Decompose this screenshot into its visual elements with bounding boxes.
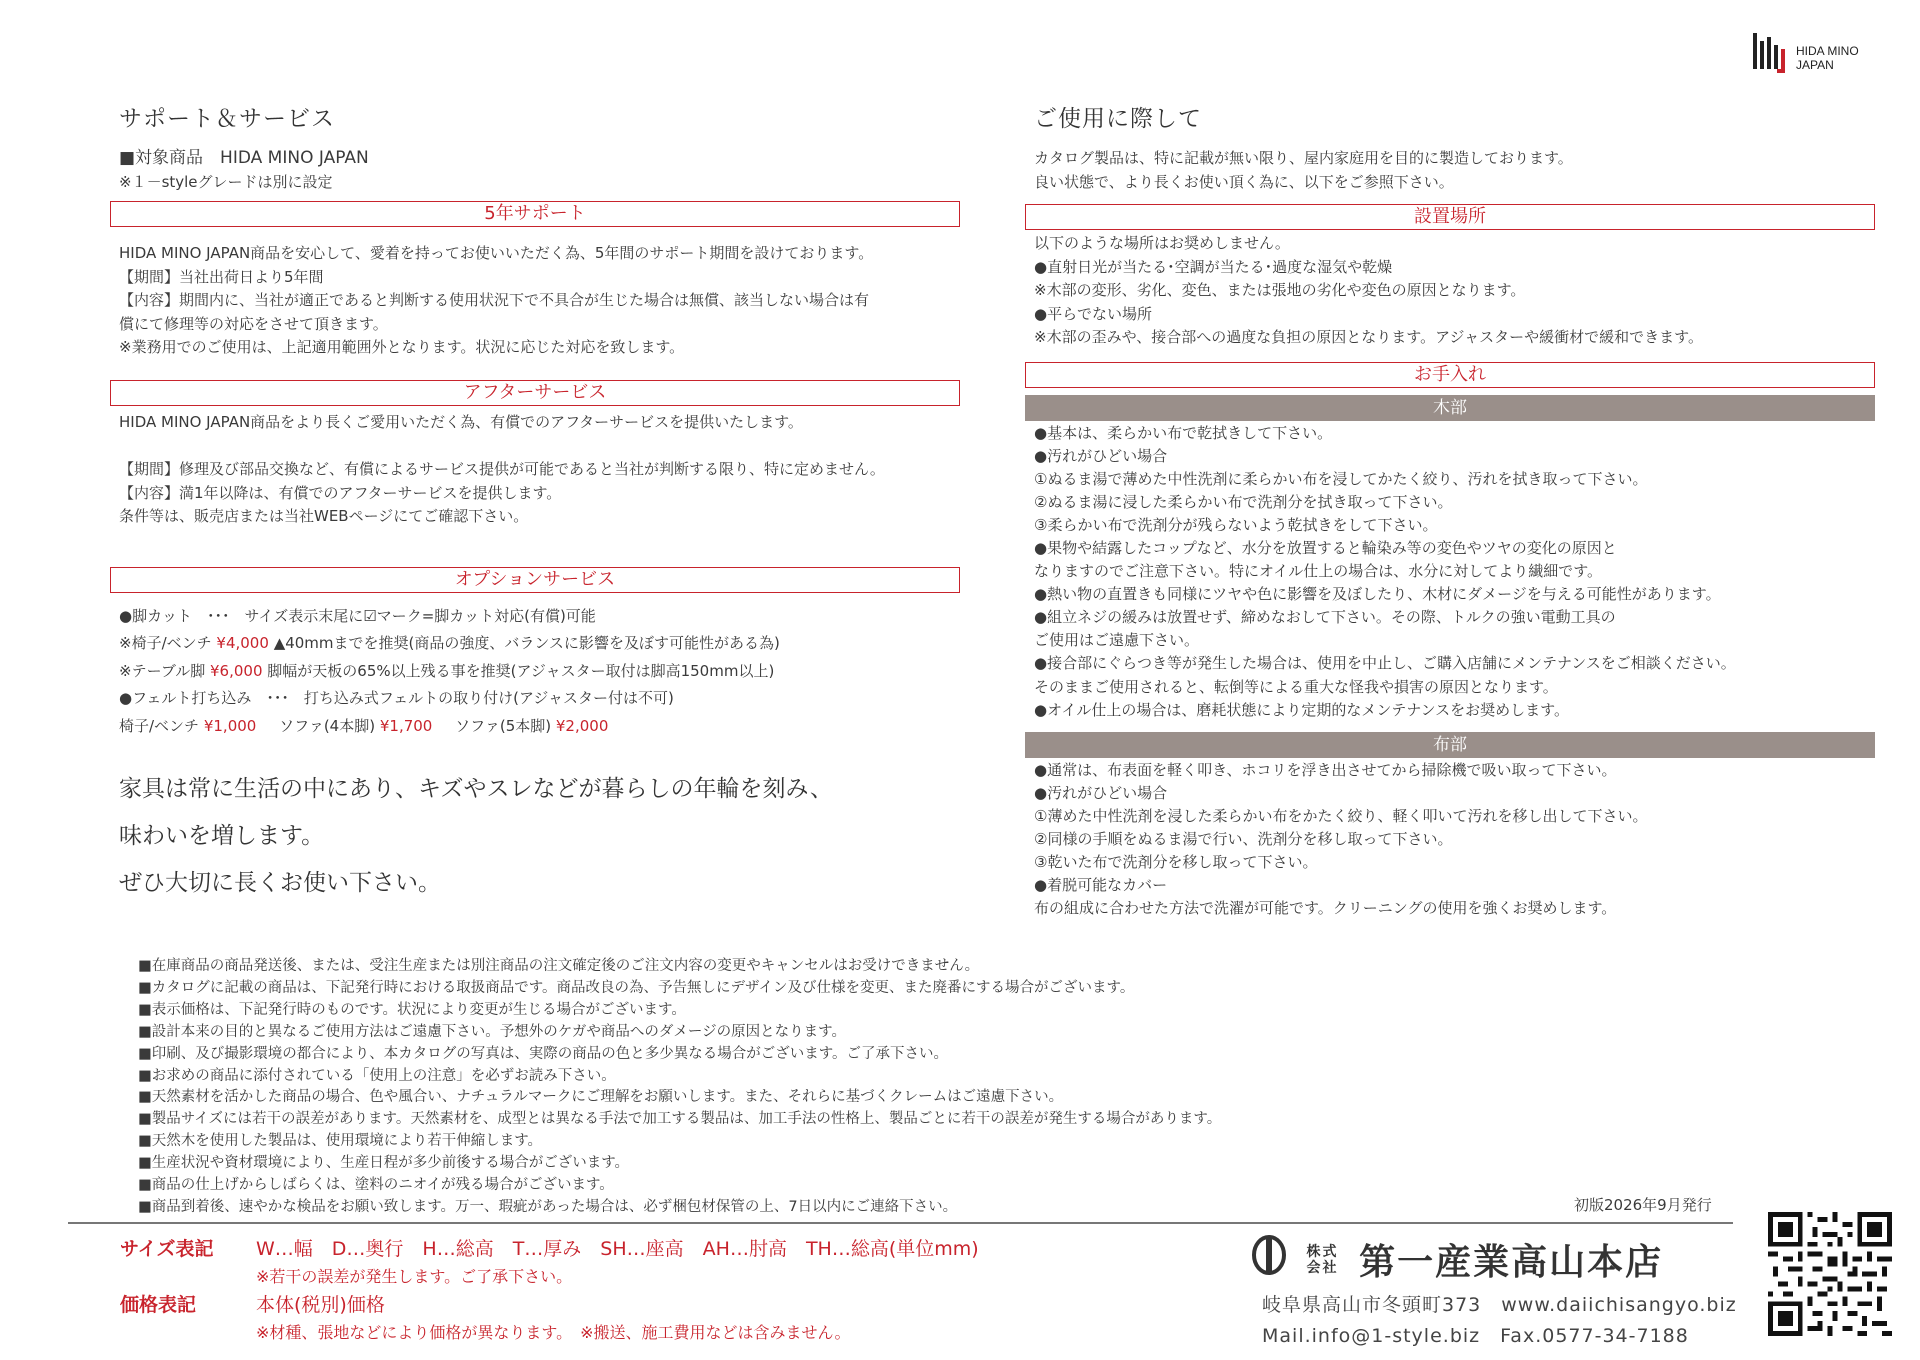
support-line: ※業務用でのご使用は、上記適用範囲外となります。状況に応じた対応を致します。 — [119, 338, 685, 356]
company-contact — [1262, 1290, 1737, 1352]
fabric-care-body — [1025, 759, 1875, 921]
fabric-line: ●汚れがひどい場合 — [1034, 783, 1168, 802]
placement-line: 以下のような場所はお奨めしません。 — [1034, 234, 1290, 252]
wood-line: ご使用はご遠慮下さい。 — [1034, 631, 1200, 650]
five-year-support-body — [110, 242, 960, 360]
message-line: 味わいを増します。 — [119, 823, 325, 849]
support-title: サポート＆サービス — [119, 106, 335, 132]
note-line: ■商品到着後、速やかな検品をお願い致します。万一、瑕疵があった場合は、必ず梱包材保管の上、7日以内にご連絡下さい。 — [138, 1198, 958, 1215]
price-notation-label — [120, 1290, 196, 1317]
felt-sofa5-price: ¥2,000 — [555, 716, 609, 735]
placement-heading: 設置場所 — [1025, 204, 1875, 230]
chair-leg-cut-line — [119, 630, 960, 658]
note-line: ■製品サイズには若干の誤差があります。天然素材を、成型とは異なる手法で加工する製品は、加工手法の性格上、製品ごとに若干の誤差が発生する場合があります。 — [138, 1111, 1222, 1128]
chair-note: ▲40mmまでを推奨(商品の強度、バランスに影響を及ぼす可能性がある為) — [273, 634, 780, 652]
option-service-heading: オプションサービス — [110, 567, 960, 593]
size-note: ※若干の誤差が発生します。ご了承下さい。 — [256, 1267, 573, 1286]
placement-line: ●直射日光が当たる･空調が当たる･過度な湿気や乾燥 — [1034, 257, 1393, 276]
support-line: 償にて修理等の対応をさせて頂きます。 — [119, 314, 388, 333]
price-note: ※材種、張地などにより価格が異なります。 ※搬送、施工費用などは含みません。 — [256, 1323, 851, 1342]
usage-intro — [1025, 147, 1875, 194]
table-note: 脚幅が天板の65%以上残る事を推奨(アジャスター取付は脚高150mm以上) — [267, 661, 775, 680]
message-line: 家具は常に生活の中にあり、キズやスレなどが暮らしの年輪を刻み、 — [119, 776, 833, 802]
size-notation — [256, 1234, 979, 1287]
company-type-1: 株式 — [1306, 1243, 1339, 1260]
fabric-line: ②同様の手順をぬるま湯で行い、洗剤分を移し取って下さい。 — [1034, 830, 1453, 848]
fabric-line: ③乾いた布で洗剤分を移し取って下さい。 — [1034, 853, 1318, 872]
note-line: ■天然木を使用した製品は、使用環境により若干伸縮します。 — [138, 1133, 543, 1150]
fabric-line: ●通常は、布表面を軽く叩き、ホコリを浮き出させてから掃除機で吸い取って下さい。 — [1034, 760, 1617, 779]
note-line: ■表示価格は、下記発行時のものです。状況により変更が生じる場合がございます。 — [138, 1001, 686, 1018]
brand-line-1: HIDA MINO — [1796, 44, 1859, 58]
felt-sofa4-label: ソファ(4本脚) — [279, 716, 376, 735]
care-message — [110, 766, 960, 907]
fabric-line: 布の組成に合わせた方法で洗濯が可能です。クリーニングの使用を強くお奨めします。 — [1034, 899, 1617, 918]
qr-code-icon — [1768, 1212, 1892, 1336]
brand-text — [1796, 44, 1859, 72]
after-service-heading: アフターサービス — [110, 380, 960, 406]
wood-line: ●熱い物の直置きも同様にツヤや色に影響を及ぼしたり、木材にダメージを与える可能性があります。 — [1034, 585, 1721, 604]
fabric-line: ●着脱可能なカバー — [1034, 876, 1168, 895]
company-name-block — [1252, 1234, 1663, 1285]
chair-label: ※椅子/ベンチ — [119, 634, 212, 652]
after-line: 条件等は、販売店または当社WEBページにてご確認下さい。 — [119, 507, 529, 525]
note-line: ■商品の仕上げからしばらくは、塗料のニオイが残る場合がございます。 — [138, 1177, 614, 1194]
usage-column — [1025, 100, 1875, 920]
intro-line: 良い状態で、より長くお使い頂く為に、以下をご参照下さい。 — [1034, 172, 1454, 191]
size-notation-label — [120, 1234, 213, 1261]
wood-line: なりますのでご注意下さい。特にオイル仕上の場合は、水分に対してより繊細です。 — [1034, 562, 1603, 581]
company-type — [1307, 1244, 1339, 1276]
leg-cut-line: ●脚カット ･･･ サイズ表示末尾に☑マーク=脚カット対応(有償)可能 — [119, 606, 596, 625]
company-mail-fax: Mail.info@1-style.biz Fax.0577-34-7188 — [1262, 1325, 1689, 1347]
placement-line: ●平らでない場所 — [1034, 304, 1152, 323]
note-line: ■生産状況や資材環境により、生産日程が多少前後する場合がございます。 — [138, 1155, 630, 1172]
note-line: ■在庫商品の商品発送後、または、受注生産または別注商品の注文確定後のご注文内容の変更やキャンセルはお受けできません。 — [138, 958, 980, 974]
after-line: 【期間】修理及び部品交換など、有償によるサービス提供が可能であると当社が判断する限り、特に定めません。 — [119, 460, 885, 478]
note-line: ■カタログに記載の商品は、下記発行時における取扱商品です。商品改良の為、予告無しにデザイン及び仕様を変更、また廃番にする場合がございます。 — [138, 979, 1135, 996]
edition-date: 初版2026年9月発行 — [1574, 1196, 1712, 1214]
wood-line: ●接合部にぐらつき等が発生した場合は、使用を中止し、ご購入店舗にメンテナンスをご相談ください。 — [1034, 654, 1736, 673]
table-leg-cut-line — [119, 658, 960, 686]
note-line: ■お求めの商品に添付されている「使用上の注意」を必ずお読み下さい。 — [138, 1067, 616, 1084]
wood-heading: 木部 — [1025, 395, 1875, 421]
felt-sofa4-price: ¥1,700 — [379, 716, 433, 735]
felt-sofa5-label: ソファ(5本脚) — [455, 716, 552, 735]
price-label: 価格表記 — [120, 1294, 197, 1316]
care-heading: お手入れ — [1025, 362, 1875, 388]
company-logo-icon — [1252, 1235, 1286, 1284]
wood-line: ●オイル仕上の場合は、磨耗状態により定期的なメンテナンスをお奨めします。 — [1034, 700, 1569, 719]
felt-price-line — [119, 713, 960, 741]
felt-chair-price: ¥1,000 — [203, 716, 257, 735]
size-label: サイズ表記 — [120, 1238, 214, 1260]
footer-divider — [68, 1222, 1733, 1224]
note-line: ■印刷、及び撮影環境の都合により、本カタログの写真は、実際の商品の色と多少異なる場合がございます。ご了承下さい。 — [138, 1045, 949, 1062]
after-service-intro: HIDA MINO JAPAN商品をより長くご愛用いただく為、有償でのアフターサービスを提供いたします。 — [119, 412, 803, 431]
wood-care-body — [1025, 422, 1875, 722]
five-year-support-heading: 5年サポート — [110, 201, 960, 227]
company-name: 第一産業高山本店 — [1359, 1241, 1664, 1283]
support-line: 【期間】当社出荷日より5年間 — [119, 267, 324, 286]
price-text: 本体(税別)価格 — [256, 1294, 385, 1316]
after-line: 【内容】満1年以降は、有償でのアフターサービスを提供します。 — [119, 483, 562, 502]
table-price: ¥6,000 — [210, 661, 263, 680]
fabric-heading: 布部 — [1025, 732, 1875, 758]
option-service-body — [110, 603, 960, 741]
wood-line: ●汚れがひどい場合 — [1034, 446, 1168, 465]
wood-line: ③柔らかい布で洗剤分が残らないよう乾拭きをして下さい。 — [1034, 515, 1438, 534]
wood-line: ●果物や結露したコップなど、水分を放置すると輪染み等の変色やツヤの変化の原因と — [1034, 538, 1617, 557]
support-service-column — [110, 100, 960, 907]
chair-price: ¥4,000 — [216, 634, 269, 652]
intro-line: カタログ製品は、特に記載が無い限り、屋内家庭用を目的に製造しております。 — [1034, 149, 1573, 167]
wood-line: ①ぬるま湯で薄めた中性洗剤に柔らかい布を浸してかたく絞り、汚れを拭き取って下さい。 — [1034, 469, 1648, 488]
hida-mino-logo-icon — [1751, 31, 1791, 75]
wood-line: ②ぬるま湯に浸した柔らかい布で洗剤分を拭き取って下さい。 — [1034, 492, 1453, 511]
felt-line: ●フェルト打ち込み ･･･ 打ち込み式フェルトの取り付け(アジャスター付は不可) — [119, 689, 674, 707]
target-products: ■対象商品 HIDA MINO JAPAN — [119, 148, 369, 168]
felt-chair-label: 椅子/ベンチ — [119, 716, 200, 735]
wood-line: ●基本は、柔らかい布で乾拭きして下さい。 — [1034, 423, 1333, 442]
table-label: ※テーブル脚 — [119, 661, 206, 680]
note-line: ■天然素材を活かした商品の場合、色や風合い、ナチュラルマークにご理解をお願いします。また、それらに基づくクレームはご遠慮下さい。 — [138, 1089, 1064, 1106]
note-line: ■設計本来の目的と異なるご使用方法はご遠慮下さい。予想外のケガや商品へのダメージの原因となります。 — [138, 1023, 846, 1040]
usage-title: ご使用に際して — [1034, 106, 1202, 132]
brand-line-2: JAPAN — [1796, 58, 1834, 72]
support-line: 【内容】期間内に、当社が適正であると判断する使用状況下で不具合が生じた場合は無償、該当しない場合は有 — [119, 291, 870, 309]
fabric-line: ①薄めた中性洗剤を浸した柔らかい布をかたく絞り、軽く叩いて汚れを移し出して下さい。 — [1034, 806, 1648, 825]
size-text: W…幅 D…奥行 H…総高 T…厚み SH…座高 AH…肘高 TH…総高(単位mm) — [256, 1238, 979, 1260]
target-note: ※１－styleグレードは別に設定 — [119, 172, 333, 191]
after-service-body — [110, 458, 960, 529]
company-address: 岐阜県高山市冬頭町373 www.daiichisangyo.biz — [1262, 1294, 1737, 1316]
placement-line: ※木部の変形、劣化、変色、または張地の劣化や変色の原因となります。 — [1034, 281, 1526, 299]
company-type-2: 会社 — [1306, 1259, 1339, 1276]
placement-body — [1025, 232, 1875, 350]
general-notes — [138, 956, 1221, 1219]
support-line: HIDA MINO JAPAN商品を安心して、愛着を持ってお使いいただく為、5年間のサポート期間を設けております。 — [119, 244, 874, 262]
placement-line: ※木部の歪みや、接合部への過度な負担の原因となります。アジャスターや緩衝材で緩和できます。 — [1034, 328, 1703, 346]
price-notation — [256, 1290, 851, 1343]
wood-line: そのままご使用されると、転倒等による重大な怪我や損害の原因となります。 — [1034, 677, 1558, 696]
wood-line: ●組立ネジの緩みは放置せず、締めなおして下さい。その際、トルクの強い電動工具の — [1034, 608, 1616, 627]
message-line: ぜひ大切に長くお使い下さい。 — [119, 870, 441, 896]
